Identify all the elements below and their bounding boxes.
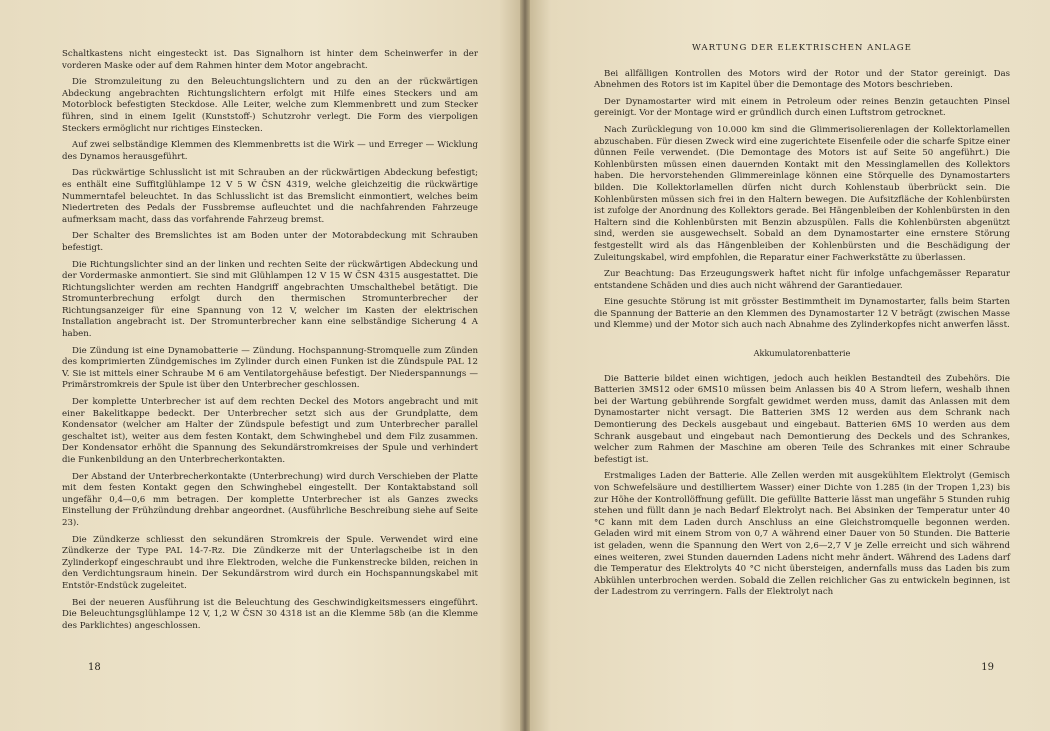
paragraph: Der komplette Unterbrecher ist auf dem rechten Deckel des Motors angebracht und mit einer Bakelitkappe bedeckt. Der Unterbrecher setzt sich aus der Grundplatte, dem Kondensator (welcher am Halter der Zündspule befestigt und zum Unterbrecher parallel geschaltet ist), weiter aus dem festen Kontakt, dem Schwinghebel und dem Filz zusammen. Der Kondensator erhöht die Spannung des Sekundärstromkreises der Spule und verhindert die Funkenbildung an den Unterbrecherkontakten. xyxy=(62,397,478,465)
section-heading: Akkumulatorenbatterie xyxy=(753,348,851,359)
paragraph: Eine gesuchte Störung ist mit grösster Bestimmtheit im Dynamostarter, falls beim Starten die Spannung der Batterie an den Klemmen des Dynamostarter 12 V beträgt (zwischen Masse und Klemme) und der Motor sich auch nach Abnahme des Zylinderkopfes nicht anwerfen lässt. xyxy=(594,297,1010,331)
paragraph: Nach Zurücklegung von 10.000 km sind die Glimmerisolierenlagen der Kollektorlamellen abzuschaben. Für diesen Zweck wird eine zugerichtete Eisenfeile oder die scharfe Spitze einer dünnen Feile verwendet. (Die Demontage des Motors ist auf Seite 50 angeführt.) Die Kohlenbürsten müssen einen dauernden Kontakt mit den Messinglamellen des Kollektors haben. Die hervorstehenden Glimmereinlage können eine Störquelle des Dynamostarters bilden. Die Kollektorlamellen dürfen nicht durch Kohlenstaub überbrückt sein. Die Kohlenbürsten müssen sich frei in den Haltern bewegen. Die Aufsitzfläche der Kohlenbürsten ist zufolge der Anordnung des Kollektors gerade. Bei Hängenbleiben der Kohlenbürsten in den Haltern sind die Kohlenbürsten mit Benzin abzuspülen. Falls die Kohlenbürsten abgenützt sind, werden sie ausgewechselt. Sobald an dem Dynamostarter eine ernstere Störung festgestellt wird als das Hängenbleiben der Kohlenbürsten und die Beschädigung der Zuleitungskabel, wird empfohlen, die Reparatur einer Fachwerkstätte zu überlassen. xyxy=(594,124,1010,263)
right-page xyxy=(530,0,1050,731)
paragraph: Schaltkastens nicht eingesteckt ist. Das Signalhorn ist hinter dem Scheinwerfer in der vorderen Maske oder auf dem Rahmen hinter dem Motor angebracht. xyxy=(62,49,478,71)
paragraph: Die Zündkerze schliesst den sekundären Stromkreis der Spule. Verwendet wird eine Zündkerze der Type PAL 14-7-Rz. Die Zündkerze mit der Unterlagscheibe ist in den Zylinderkopf eingeschraubt und ihre Elektroden, welche die Funkenstrecke bilden, reichen in den Verdichtungsraum hinein. Der Sekundärstrom wird durch ein Hochspannungskabel mit Entstör-Endstück zugeleitet. xyxy=(62,534,478,591)
paragraph: Bei der neueren Ausführung ist die Beleuchtung des Geschwindigkeitsmessers eingeführt. Die Beleuchtungsglühlampe 12 V, 1,2 W ČSN 30 4318 ist an die Klemme 58b (an die Klemme des Parklichtes) angeschlossen. xyxy=(62,597,478,631)
paragraph: Bei allfälligen Kontrollen des Motors wird der Rotor und der Stator gereinigt. Das Abnehmen des Rotors ist im Kapitel über die Demontage des Motors beschrieben. xyxy=(594,68,1010,91)
paragraph: Der Abstand der Unterbrecherkontakte (Unterbrechung) wird durch Verschieben der Platte mit dem festen Kontakt gegen den Schwinghebel eingestellt. Der Kontaktabstand soll ungefähr 0,4—0,6 mm betragen. Der komplette Unterbrecher ist als Ganzes zwecks Einstellung der Frühzündung drehbar angeordnet. (Ausführliche Beschreibung siehe auf Seite 23). xyxy=(62,471,478,528)
left-page-text xyxy=(62,49,478,637)
paragraph: Die Zündung ist eine Dynamobatterie — Zündung. Hochspannung-Stromquelle zum Zünden des komprimierten Zündgemisches im Zylinder durch einen Funken ist die Zündspule PAL 12 V. Sie ist mittels einer Schraube M 6 am Ventilatorgehäuse befestigt. Der Niederspannungs — Primärstromkreis der Spule ist über den Unterbrecher geschlossen. xyxy=(62,345,478,391)
paragraph: Zur Beachtung: Das Erzeugungswerk haftet nicht für infolge unfachgemässer Reparatur entstandene Schäden und dies auch nicht während der Garantiedauer. xyxy=(594,269,1010,291)
running-head: WARTUNG DER ELEKTRISCHEN ANLAGE xyxy=(692,43,912,53)
paragraph: Der Dynamostarter wird mit einem in Petroleum oder reines Benzin getauchten Pinsel gereinigt. Vor der Montage wird er gründlich durch einen Luftstrom getrocknet. xyxy=(594,96,1010,119)
paragraph: Erstmaliges Laden der Batterie. Alle Zellen werden mit ausgekühltem Elektrolyt (Gemisch von Schwefelsäure und destilliertem Wasser) einer Dichte von 1.285 (in der Tropen 1,23) bis zur Höhe der Kontrollöffnung gefüllt. Die gefüllte Batterie lässt man ungefähr 5 Stunden ruhig stehen und füllt dann je nach Bedarf Elektrolyt nach. Bei Absinken der Temperatur unter 40 °C kann mit dem Laden durch Anschluss an eine Gleichstromquelle begonnen werden. Geladen wird mit einem Strom von 0,7 A während einer Dauer von 50 Stunden. Die Batterie ist geladen, wenn die Spannung den Wert von 2,6—2,7 V je Zelle erreicht und sich während eines weiteren, zwei Stunden dauernden Ladens nicht mehr ändert. Während des Ladens darf die Temperatur des Elektrolyts 40 °C nicht übersteigen, andernfalls muss das Laden bis zum Abkühlen unterbrochen werden. Sobald die Zellen reichlicher Gas zu entwickeln beginnen, ist der Ladestrom zu verringern. Falls der Elektrolyt nach xyxy=(594,471,1010,598)
left-page xyxy=(0,0,520,731)
paragraph: Auf zwei selbständige Klemmen des Klemmenbretts ist die Wirk — und Erreger — Wicklung des Dynamos herausgeführt. xyxy=(62,140,478,162)
paragraph: Die Batterie bildet einen wichtigen, jedoch auch heiklen Bestandteil des Zubehörs. Die Batterien 3MS12 oder 6MS10 müssen beim Anlassen bis 40 A Strom liefern, weshalb ihnen bei der Wartung gebührende Sorgfalt gewidmet werden muss, damit das Anlassen mit dem Dynamostarter nicht versagt. Die Batterien 3MS 12 werden aus dem Schrank nach Demontierung des Deckels ausgebaut und eingebaut. Batterien 6MS 10 werden aus dem Schrank ausgebaut und eingebaut nach Demontierung des Deckels und des Schrankes, welcher zum Rahmen der Maschine am oberen Teile des Schrankes mit einer Schraube befestigt ist. xyxy=(594,373,1010,465)
paragraph: Die Stromzuleitung zu den Beleuchtungslichtern und zu den an der rückwärtigen Abdeckung angebrachten Richtungslichtern erfolgt mit Hilfe eines Steckers und am Motorblock befestigten Steckdose. Alle Leiter, welche zum Klemmenbrett und zum Stecker führen, sind in einem Igelit (Kunststoff-) Schutzrohr verlegt. Die Form des vierpoligen Steckers ermöglicht nur richtiges Einstecken. xyxy=(62,77,478,134)
book-gutter xyxy=(520,0,530,731)
page-number: 19 xyxy=(981,662,994,673)
right-page-text xyxy=(594,43,1010,604)
paragraph: Das rückwärtige Schlusslicht ist mit Schrauben an der rückwärtigen Abdeckung befestigt; es enthält eine Suffitglühlampe 12 V 5 W ČSN 4319, welche gleichzeitig die rückwärtige Nummerntafel beleuchtet. In das Schlusslicht ist das Bremslicht einmontiert, welches beim Niedertreten des Pedals der Fussbremse aufleuchtet und die nachfahrenden Fahrzeuge aufmerksam macht, dass das vorfahrende Fahrzeug bremst. xyxy=(62,168,478,225)
paragraph: Der Schalter des Bremslichtes ist am Boden unter der Motorabdeckung mit Schrauben befestigt. xyxy=(62,231,478,253)
page-number: 18 xyxy=(88,662,101,673)
paragraph: Die Richtungslichter sind an der linken und rechten Seite der rückwärtigen Abdeckung und der Vordermaske anmontiert. Sie sind mit Glühlampen 12 V 15 W ČSN 4315 ausgestattet. Die Richtungslichter werden am rechten Handgriff angebrachten Umschalthebel betätigt. Die Stromunterbrechung erfolgt durch den thermischen Stromunterbrecher der Richtungsanzeiger für eine Spannung von 12 V, welcher im Kasten der elektrischen Installation angebracht ist. Der Stromunterbrecher kann eine selbständige Sicherung 4 A haben. xyxy=(62,259,478,340)
